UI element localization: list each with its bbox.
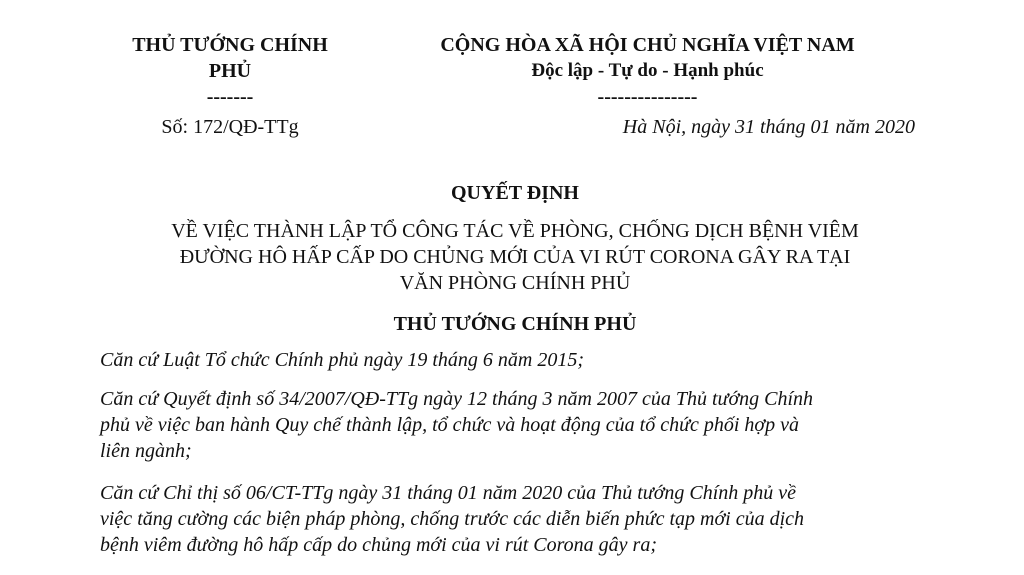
preamble-2-line-1: Căn cứ Quyết định số 34/2007/QĐ-TTg ngày 12 tháng 3 năm 2007 của Thủ tướng Chính xyxy=(100,388,814,410)
national-motto: Độc lập - Tự do - Hạnh phúc xyxy=(531,60,764,81)
preamble-paragraph-1 xyxy=(100,347,930,373)
motto-divider: --------------- xyxy=(597,86,698,108)
document-date: Hà Nội, ngày 31 tháng 01 năm 2020 xyxy=(622,116,915,138)
issuer-name-line2: PHỦ xyxy=(208,60,252,82)
nation-name: CỘNG HÒA XÃ HỘI CHỦ NGHĨA VIỆT NAM xyxy=(440,34,855,56)
decision-subject xyxy=(95,218,935,296)
national-block xyxy=(390,32,905,110)
issuer-name-line1: THỦ TƯỚNG CHÍNH xyxy=(132,34,328,56)
issuer-divider: ------- xyxy=(206,86,254,108)
preamble-3-line-1: Căn cứ Chỉ thị số 06/CT-TTg ngày 31 tháng 01 năm 2020 của Thủ tướng Chính phủ về xyxy=(100,482,797,504)
preamble-3-line-2: việc tăng cường các biện pháp phòng, chống trước các diễn biến phức tạp mới của dịch xyxy=(100,508,805,530)
preamble-3-line-3: bệnh viêm đường hô hấp cấp do chủng mới của vi rút Corona gây ra; xyxy=(100,534,657,556)
preamble-1-line-1: Căn cứ Luật Tổ chức Chính phủ ngày 19 tháng 6 năm 2015; xyxy=(100,349,585,371)
preamble-2-line-3: liên ngành; xyxy=(100,440,192,462)
subject-line-2: ĐƯỜNG HÔ HẤP CẤP DO CHỦNG MỚI CỦA VI RÚT CORONA GÂY RA TẠI xyxy=(179,246,851,268)
document-number: Số: 172/QĐ-TTg xyxy=(161,116,299,138)
subject-line-3: VĂN PHÒNG CHÍNH PHỦ xyxy=(399,272,631,294)
preamble-2-line-2: phủ về việc ban hành Quy chế thành lập, tổ chức và hoạt động của tổ chức phối hợp và xyxy=(100,414,799,436)
decision-title: QUYẾT ĐỊNH xyxy=(451,182,579,204)
subject-line-1: VỀ VIỆC THÀNH LẬP TỔ CÔNG TÁC VỀ PHÒNG, CHỐNG DỊCH BỆNH VIÊM xyxy=(171,220,859,242)
preamble-paragraph-3 xyxy=(100,480,930,558)
issuing-authority: THỦ TƯỚNG CHÍNH PHỦ xyxy=(393,313,637,335)
issuer-block xyxy=(100,32,360,110)
preamble-paragraph-2 xyxy=(100,386,930,464)
